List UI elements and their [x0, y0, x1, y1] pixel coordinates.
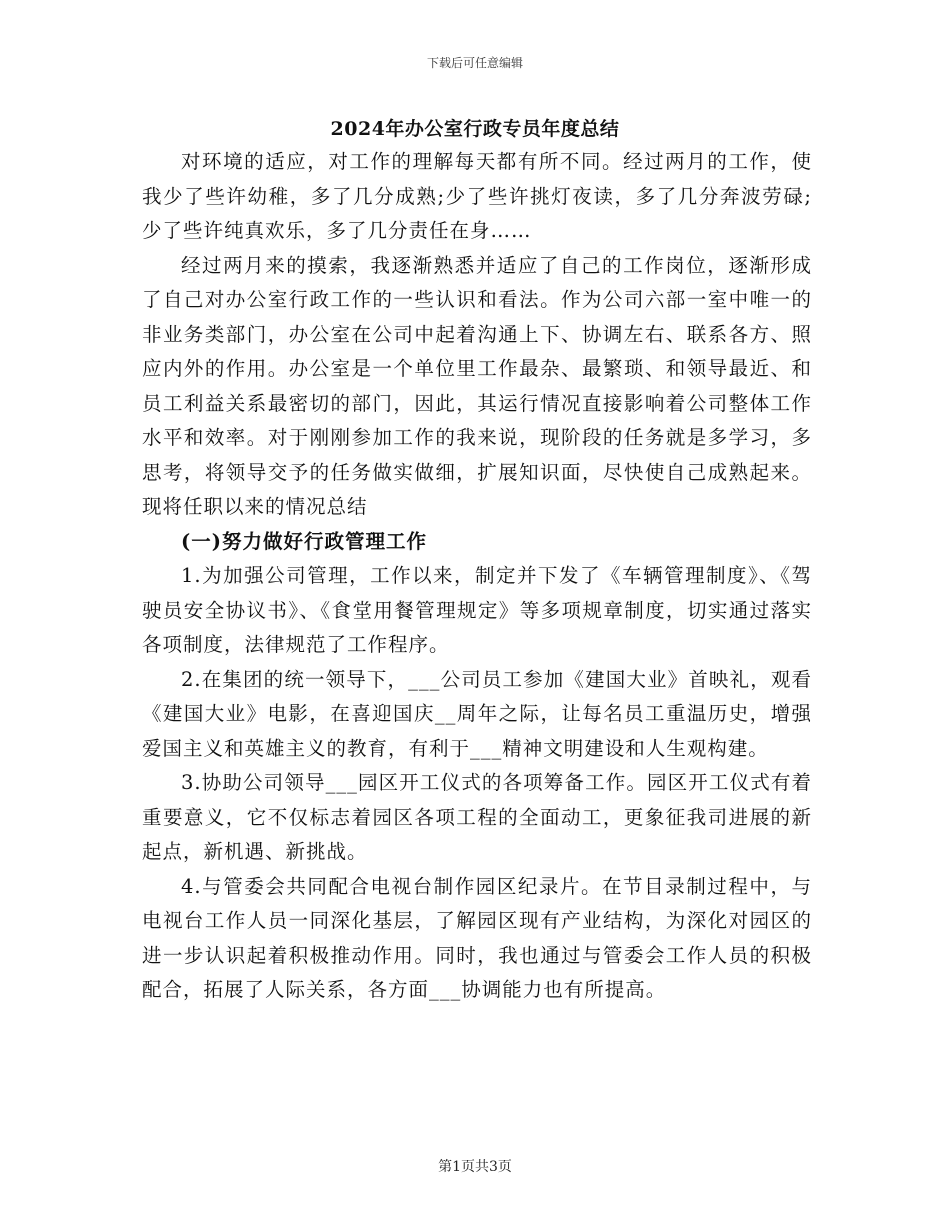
header-note: 下载后可任意编辑 [426, 56, 523, 70]
page-footer: 第1页共3页 [438, 1159, 512, 1175]
document-title: 2024年办公室行政专员年度总结 [330, 118, 620, 140]
paragraph: 4.与管委会共同配合电视台制作园区纪录片。在节目录制过程中，与电视台工作人员一同深化基层，了解园区现有产业结构，为深化对园区的进一步认识起着积极推动作用。同时，我也通过与管委会工作人员的积极配合，拓展了人际关系，各方面___协调能力也有所提高。 [142, 874, 812, 1001]
paragraph: 3.协助公司领导___园区开工仪式的各项筹备工作。园区开工仪式有着重要意义，它不仅标志着园区各项工程的全面动工，更象征我司进展的新起点，新机遇、新挑战。 [142, 771, 812, 863]
paragraph: 1.为加强公司管理，工作以来，制定并下发了《车辆管理制度》、《驾驶员安全协议书》、《食堂用餐管理规定》等多项规章制度，切实通过落实各项制度，法律规范了工作程序。 [142, 564, 812, 656]
document-body [142, 145, 812, 1008]
section-heading: (一)努力做好行政管理工作 [181, 529, 427, 553]
paragraph: 对环境的适应，对工作的理解每天都有所不同。经过两月的工作，使我少了些许幼稚，多了几分成熟;少了些许挑灯夜读，多了几分奔波劳碌;少了些许纯真欢乐，多了几分责任在身…… [142, 150, 812, 242]
paragraph: 经过两月来的摸索，我逐渐熟悉并适应了自己的工作岗位，逐渐形成了自己对办公室行政工作的一些认识和看法。作为公司六部一室中唯一的非业务类部门，办公室在公司中起着沟通上下、协调左右、联系各方、照应内外的作用。办公室是一个单位里工作最杂、最繁琐、和领导最近、和员工利益关系最密切的部门，因此，其运行情况直接影响着公司整体工作水平和效率。对于刚刚参加工作的我来说，现阶段的任务就是多学习，多思考，将领导交予的任务做实做细，扩展知识面，尽快使自己成熟起来。现将任职以来的情况总结 [142, 253, 812, 518]
paragraph: 2.在集团的统一领导下，___公司员工参加《建国大业》首映礼，观看《建国大业》电影，在喜迎国庆__周年之际，让每名员工重温历史，增强爱国主义和英雄主义的教育，有利于___精神文明建设和人生观构建。 [142, 667, 812, 760]
